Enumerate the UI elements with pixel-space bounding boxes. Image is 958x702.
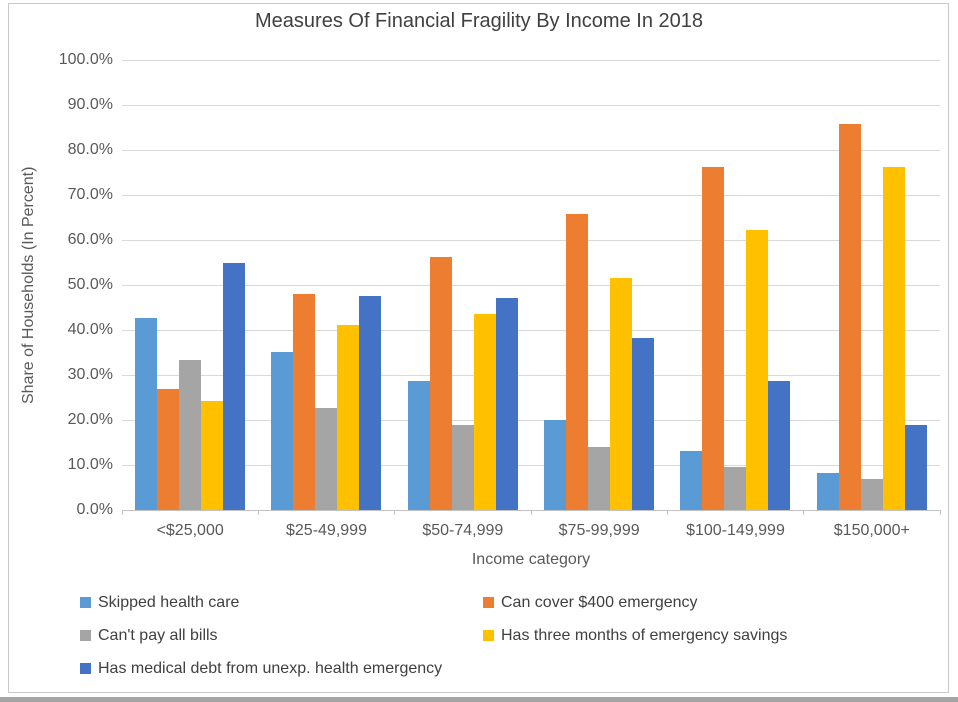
bar (201, 401, 223, 510)
y-tick-label-70: 70.0% (67, 186, 113, 203)
legend-label: Can't pay all bills (98, 626, 218, 644)
legend-label: Has medical debt from unexp. health emergency (98, 659, 443, 677)
bar (610, 278, 632, 510)
x-tick-label-2: $25-49,999 (286, 522, 367, 539)
y-axis-tick-labels (0, 51, 113, 518)
y-tick-label-50: 50.0% (67, 276, 113, 293)
x-tick-label-4: $75-99,999 (558, 522, 640, 539)
legend-swatch (80, 663, 91, 674)
bar (905, 425, 927, 510)
plot-area (122, 60, 940, 510)
y-tick-label-90: 90.0% (67, 96, 113, 113)
bar (702, 167, 724, 510)
bar (157, 389, 179, 510)
bar (544, 420, 566, 510)
legend-swatch (80, 597, 91, 608)
legend-label: Skipped health care (98, 593, 240, 611)
y-tick-label-20: 20.0% (67, 411, 113, 428)
bar (566, 214, 588, 510)
bar (293, 294, 315, 510)
bar (271, 352, 293, 510)
bar (430, 257, 452, 510)
bar (179, 360, 201, 510)
bar (452, 425, 474, 510)
bar (135, 318, 157, 510)
y-axis-title: Share of Households (In Percent) (20, 166, 37, 404)
bar-group-6 (804, 60, 940, 510)
gridline-0 (122, 510, 940, 511)
legend-label: Can cover $400 emergency (501, 593, 698, 611)
x-tick-label-3: $50-74,999 (422, 522, 504, 539)
x-axis-tick-labels (122, 521, 940, 541)
legend-swatch (80, 630, 91, 641)
legend-item-1 (80, 592, 483, 613)
bar (223, 263, 245, 511)
bar (474, 314, 496, 510)
bar-group-3 (395, 60, 531, 510)
bar (724, 467, 746, 510)
window-bottom-edge (0, 697, 958, 702)
legend-item-3 (80, 625, 483, 646)
x-axis-title: Income category (471, 551, 591, 568)
y-tick-label-40: 40.0% (67, 321, 113, 338)
y-tick-label-30: 30.0% (67, 366, 113, 383)
bar (883, 167, 905, 510)
bar (861, 479, 883, 510)
legend-swatch (483, 630, 494, 641)
x-tick-label-1: <$25,000 (156, 522, 224, 539)
bar (337, 325, 359, 510)
bar (632, 338, 654, 510)
x-tick-label-5: $100-149,999 (686, 522, 785, 539)
bar (359, 296, 381, 510)
bar (768, 381, 790, 510)
y-tick-label-0: 0.0% (76, 501, 113, 518)
bar-group-2 (258, 60, 394, 510)
bar (839, 124, 861, 510)
y-tick-label-60: 60.0% (67, 231, 113, 248)
bar (408, 381, 430, 510)
legend-item-2 (483, 592, 925, 613)
bar (588, 447, 610, 510)
legend-item-5 (80, 658, 483, 679)
chart-title: Measures Of Financial Fragility By Income In 2018 (255, 10, 703, 32)
bar (680, 451, 702, 510)
y-tick-label-100: 100.0% (58, 51, 113, 68)
legend-label: Has three months of emergency savings (501, 626, 788, 644)
bar-group-4 (531, 60, 667, 510)
x-tick-label-6: $150,000+ (833, 522, 910, 539)
bar (315, 408, 337, 510)
bar-group-5 (667, 60, 803, 510)
legend-item-4 (483, 625, 925, 646)
bar (496, 298, 518, 510)
y-tick-label-10: 10.0% (67, 456, 113, 473)
y-tick-label-80: 80.0% (67, 141, 113, 158)
legend (80, 592, 925, 679)
bar-groups (122, 60, 940, 510)
bar (817, 473, 839, 510)
bar (746, 230, 768, 510)
bar-group-1 (122, 60, 258, 510)
legend-swatch (483, 597, 494, 608)
